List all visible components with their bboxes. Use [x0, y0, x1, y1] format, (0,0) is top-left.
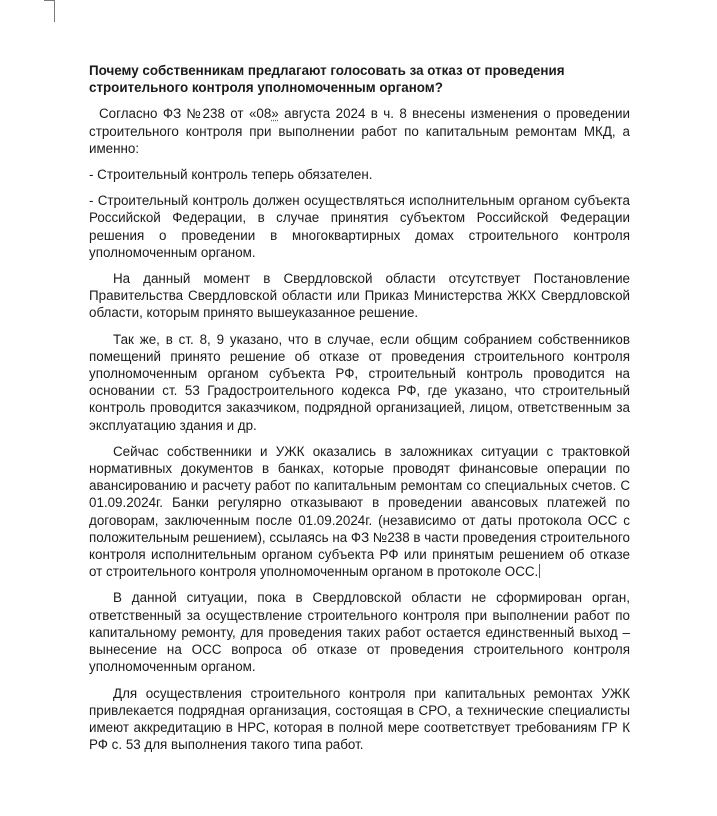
page-corner-mark — [54, 0, 55, 22]
paragraph-law-reference-start: Согласно ФЗ №238 от «08 — [99, 106, 272, 122]
page-corner-mark-horizontal — [44, 0, 54, 1]
paragraph-law-reference — [89, 105, 630, 157]
paragraph-law-reference-end: августа 2024 в ч. 8 внесены изменения о проведении строительного контроля при выполнении работ по капитальным ремонтам МКД, а именно: — [89, 106, 631, 156]
paragraph-contractor-accreditation: Для осуществления строительного контроля при капитальных ремонтах УЖК привлекается подрядная организация, состоящая в СРО, а технические специалисты имеют аккредитацию в НРС, которая в полной мере соответствует требованиям ГР К РФ с. 53 для выполнения такого типа работ. — [89, 685, 630, 753]
document-body[interactable] — [89, 58, 630, 762]
text-cursor — [539, 564, 540, 578]
paragraph-articles-8-9: Так же, в ст. 8, 9 указано, что в случае, если общим собранием собственников помещений принято решение об отказе от проведения строительного контроля уполномоченным органом субъекта РФ, строительный контроль проводится на основании ст. 53 Градостроительного кодекса РФ, где указано, что строительный контроль проводится заказчиком, подрядной организацией, лицом, ответственным за эксплуатацию здания и др. — [89, 331, 630, 433]
paragraph-banks-situation-text: Сейчас собственники и УЖК оказались в заложниках ситуации с трактовкой нормативных документов в банках, которые проводят финансовые операции по авансированию и расчету работ по капитальным ремонтам со специальных счетов. С 01.09.2024г. Банки регулярно отказывают в проведении авансовых платежей по договорам, заключенным после 01.09.2024г. (независимо от даты протокола ОСС с положительным решением), ссылаясь на ФЗ №238 в части проведения строительного контроля исполнительным органом субъекта РФ или принятым решением об отказе от строительного контроля уполномоченным органом в протоколе ОСС. — [89, 443, 630, 580]
paragraph-control-mandatory: - Строительный контроль теперь обязателен. — [89, 167, 373, 183]
paragraph-only-solution: В данной ситуации, пока в Свердловской области не сформирован орган, ответственный за осуществление строительного контроля при выполнении работ по капитальному ремонту, для проведения таких работ остается единственный выход – вынесение на ОСС вопроса об отказе от проведения строительного контроля уполномоченным органом. — [89, 590, 630, 675]
document-title: Почему собственникам предлагают голосовать за отказ от проведения строительного контроля уполномоченным органом? — [89, 63, 565, 96]
paragraph-control-executive-body: - Строительный контроль должен осуществляться исполнительным органом субъекта Российской Федерации, в случае принятия субъектом Российской Федерации решения о проведении в многоквартирных домах строительного контроля уполномоченным органом. — [89, 193, 630, 260]
spellcheck-flagged-quote: » — [271, 106, 279, 122]
paragraph-sverdlovsk-status: На данный момент в Свердловской области отсутствует Постановление Правительства Свердловской области или Приказ Министерства ЖКХ Свердловской области, которым принято вышеуказанное решение. — [89, 271, 630, 321]
paragraph-banks-situation — [89, 443, 630, 581]
